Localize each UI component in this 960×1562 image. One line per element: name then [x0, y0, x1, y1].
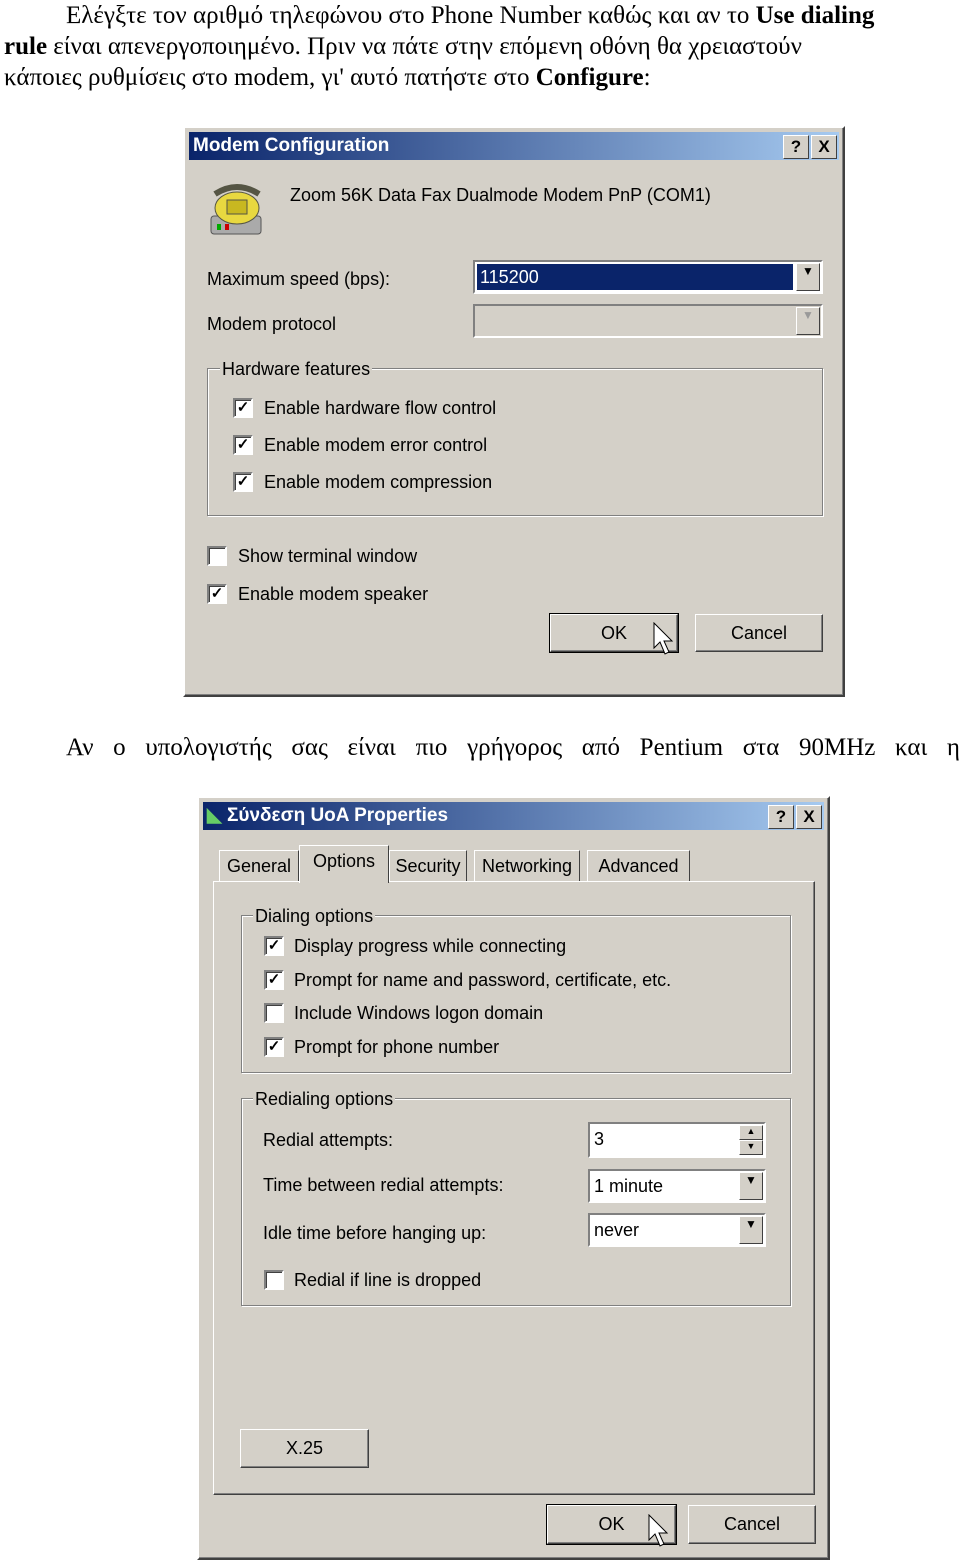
- dialog-title: Modem Configuration: [193, 135, 390, 156]
- mouse-cursor-icon: [648, 1514, 670, 1548]
- tab-general[interactable]: General: [219, 850, 299, 881]
- connection-properties-dialog: [197, 796, 830, 1560]
- time-between-value: 1 minute: [594, 1176, 664, 1196]
- bold-term: rule: [4, 33, 48, 60]
- idle-time-select[interactable]: [588, 1213, 766, 1247]
- cancel-button[interactable]: Cancel: [695, 614, 823, 652]
- cancel-button[interactable]: Cancel: [688, 1505, 816, 1544]
- time-between-select[interactable]: [588, 1169, 766, 1203]
- dialing-option-checkbox[interactable]: ✓: [264, 970, 284, 990]
- spin-down-icon[interactable]: ▼: [739, 1140, 763, 1155]
- dialing-option-label: Display progress while connecting: [294, 936, 567, 956]
- chevron-down-icon[interactable]: ▼: [796, 307, 820, 335]
- dialing-option-checkbox[interactable]: ✓: [264, 936, 284, 956]
- redial-attempts-spinner[interactable]: [588, 1122, 766, 1158]
- tab-advanced[interactable]: Advanced: [587, 850, 690, 881]
- paragraph1-line2: [4, 31, 802, 63]
- dialing-option-checkbox[interactable]: [264, 1003, 284, 1023]
- paragraph1-line1: [66, 0, 874, 32]
- hardware-feature-label: Enable modem compression: [264, 472, 493, 492]
- redial-dropped-checkbox[interactable]: [264, 1270, 284, 1290]
- spin-up-icon[interactable]: ▲: [739, 1125, 763, 1140]
- dialing-options-legend: Dialing options: [255, 906, 374, 926]
- title-bar: [203, 802, 824, 830]
- help-button[interactable]: ?: [768, 805, 794, 829]
- show-terminal-label: Show terminal window: [238, 546, 418, 566]
- paragraph1-line3: [4, 62, 651, 94]
- modem-speaker-checkbox[interactable]: ✓: [207, 584, 227, 604]
- hardware-feature-checkbox[interactable]: ✓: [233, 472, 253, 492]
- title-bar: [189, 132, 839, 160]
- hardware-feature-label: Enable modem error control: [264, 435, 488, 455]
- close-button[interactable]: X: [811, 135, 837, 159]
- dialing-option-label: Prompt for phone number: [294, 1036, 500, 1057]
- text: Ελέγξτε τον αριθμό τηλεφώνου στο Phone Number καθώς και αν το: [66, 2, 756, 29]
- tab-security[interactable]: Security: [389, 850, 467, 881]
- text: :: [643, 64, 651, 91]
- paragraph2: Αν ο υπολογιστής σας είναι πιο γρήγορος από Pentium στα 90MHz και η: [66, 734, 960, 761]
- hardware-feature-checkbox[interactable]: ✓: [233, 435, 253, 455]
- hardware-feature-label: Enable hardware flow control: [264, 398, 497, 418]
- idle-time-label: Idle time before hanging up:: [263, 1223, 487, 1243]
- chevron-down-icon[interactable]: ▼: [739, 1172, 763, 1200]
- dialing-option-label: Prompt for name and password, certificate, etc.: [294, 969, 672, 990]
- ok-button[interactable]: OK: [547, 1505, 676, 1544]
- chevron-down-icon[interactable]: ▼: [796, 263, 820, 291]
- modem-speaker-label: Enable modem speaker: [238, 584, 429, 604]
- mouse-cursor-icon: [653, 622, 675, 656]
- max-speed-value: 115200: [477, 264, 793, 290]
- show-terminal-checkbox[interactable]: [207, 546, 227, 566]
- dialing-option-checkbox[interactable]: ✓: [264, 1037, 284, 1057]
- idle-time-value: never: [594, 1220, 640, 1240]
- help-button[interactable]: ?: [783, 135, 809, 159]
- modem-configuration-dialog: [183, 126, 845, 697]
- modem-phone-icon: [207, 180, 267, 240]
- close-button[interactable]: X: [796, 805, 822, 829]
- text: είναι απενεργοποιημένο. Πριν να πάτε στην επόμενη οθόνη θα χρειαστούν: [47, 33, 802, 60]
- modem-protocol-select[interactable]: [473, 304, 823, 338]
- bold-term: Use dialing: [755, 2, 875, 29]
- max-speed-label: Maximum speed (bps):: [207, 269, 391, 289]
- max-speed-select[interactable]: [473, 260, 823, 294]
- modem-protocol-label: Modem protocol: [207, 314, 337, 334]
- redialing-options-legend: Redialing options: [255, 1089, 394, 1109]
- tab-options[interactable]: Options: [299, 845, 389, 883]
- tab-networking[interactable]: Networking: [474, 850, 580, 881]
- redial-attempts-label: Redial attempts:: [263, 1130, 394, 1150]
- network-icon: ◣: [207, 805, 222, 826]
- bold-term: Configure: [535, 64, 644, 91]
- dialog-title: Σύνδεση UoA Properties: [227, 805, 449, 826]
- time-between-label: Time between redial attempts:: [263, 1175, 504, 1195]
- text: κάποιες ρυθμίσεις στο modem, γι' αυτό πατήστε στο: [4, 64, 536, 91]
- hardware-feature-checkbox[interactable]: ✓: [233, 398, 253, 418]
- chevron-down-icon[interactable]: ▼: [739, 1216, 763, 1244]
- redial-attempts-value: 3: [594, 1129, 605, 1149]
- dialing-option-label: Include Windows logon domain: [294, 1003, 544, 1023]
- redial-dropped-label: Redial if line is dropped: [294, 1270, 482, 1290]
- hardware-features-legend: Hardware features: [222, 359, 371, 379]
- x25-button[interactable]: X.25: [240, 1429, 369, 1468]
- modem-device-name: Zoom 56K Data Fax Dualmode Modem PnP (COM1): [290, 185, 711, 205]
- ok-button[interactable]: OK: [550, 614, 678, 652]
